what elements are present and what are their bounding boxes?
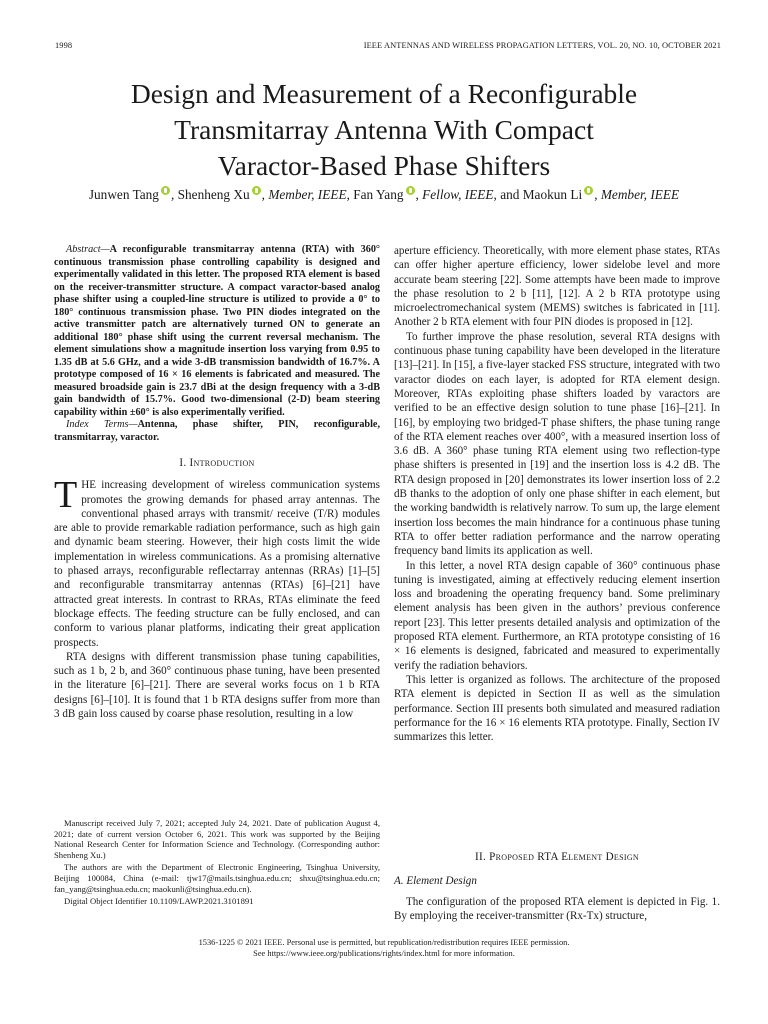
right-column <box>394 244 720 744</box>
body-paragraph: The configuration of the proposed RTA element is depicted in Fig. 1. By employing the receiver-transmitter (Rx-Tx) structure, <box>394 895 720 922</box>
orcid-icon[interactable] <box>252 186 261 195</box>
abstract-label: Abstract— <box>66 244 110 255</box>
footnote: Manuscript received July 7, 2021; accepted July 24, 2021. Date of publication August 4, 2021; date of current version October 6, 2021. This work was supported by the Beijing National Research Center for Information Science and Technology. (Corresponding author: Shenheng Xu.) <box>54 818 380 860</box>
author-name: Junwen Tang <box>88 187 159 202</box>
section-heading: I. Introduction <box>179 457 255 469</box>
intro-paragraph: RTA designs with different transmission phase tuning capabilities, such as 1 b, 2 b, and 360° continuous phase tuning, have been presented in the literature [6]–[21]. There are several works focus on 1 b RTA designs [6]–[10]. It is found that 1 b RTA designs suffer from more than 3 dB gain loss caused by coarse phase resolution, resulting in a low <box>54 650 380 721</box>
title-line-1: Design and Measurement of a Reconfigurable <box>130 78 638 109</box>
rights-link[interactable]: See https://www.ieee.org/publications/rights/index.html for more information. <box>253 948 515 958</box>
author-name: Shenheng Xu <box>177 187 250 202</box>
orcid-icon[interactable] <box>161 186 170 195</box>
title-line-3: Varactor-Based Phase Shifters <box>217 150 551 181</box>
author-name: and Maokun Li <box>500 187 583 202</box>
footnote: The authors are with the Department of Electronic Engineering, Tsinghua University, Beijing 100084, China (e-mail: tjw17@mails.tsinghua.edu.cn; shxu@tsinghua.edu.cn; fan_yang@tsinghua.edu.cn; maokunli@tsinghua.edu.cn). <box>54 862 380 894</box>
footnote: Digital Object Identifier 10.1109/LAWP.2021.3101891 <box>64 896 254 907</box>
author-role: Member, IEEE <box>600 187 680 202</box>
running-head <box>55 41 721 55</box>
section-heading: II. Proposed RTA Element Design <box>475 851 639 863</box>
abstract-text: A reconfigurable transmitarray antenna (RTA) with 360° continuous transmission phase controlling capability is designed and experimentally validated in this letter. The proposed RTA element is based on the receiver-transmitter structure. A compact varactor-based analog phase shifter using a coupled-line structure is utilized to provide a 0° to 180° continuous transmission phase. Two PIN diodes integrated on the active transmitter patch are alternatively turned ON to generate an additional 180° phase shift using the current reversal mechanism. The element simulations show a magnitude insertion loss varying from 0.95 to 1.35 dB at 5.6 GHz, and a wide 3-dB transmission bandwidth of 16.7%. A prototype composed of 16 × 16 elements is fabricated and measured. The measured broadside gain is 23.7 dBi at the design frequency with a 3-dB gain bandwidth of 15.7%. Good two-dimensional (2-D) beam steering capability within ±60° is also experimentally verified. <box>54 244 380 418</box>
footnotes <box>54 818 380 909</box>
intro-paragraph: THE increasing development of wireless communication systems promotes the growing demands for phased array antennas. The conventional phased arrays with transmit/ receive (T/R) modules are able to provide remarkable radiation performance, such as high gain and dynamic beam steering. However, their high costs limit the wide implementation in wireless communications. As a promising alternative to phased arrays, reconfigurable reflectarray antennas (RRAs) [1]–[5] and reconfigurable transmitarray antennas (RTAs) [6]–[21] have attracted great interests. In contrast to RRAs, RTAs eliminate the feed blockage effects. The feeding structure can be fully enclosed, and can conform to various planar platforms, indicating their great application prospects. <box>54 474 380 649</box>
body-paragraph: This letter is organized as follows. The architecture of the proposed RTA element is depicted in Section II as well as the simulation performance. Section III presents both simulated and measured radiation performance for the 16 × 16 elements RTA prototype. Finally, Section IV summarizes this letter. <box>394 673 720 744</box>
paper-title <box>60 76 708 184</box>
page-number: 1998 <box>55 41 73 50</box>
body-paragraph: To further improve the phase resolution, several RTA designs with continuous phase tuning capability have been developed in the literature [13]–[21]. In [15], a five-layer stacked FSS structure, integrated with two varactor diodes on each layer, is adopted for RTA element design. Moreover, RTAs exploiting phase shifters loaded by varactors are verified to be an effective design solution to tune phase [16]–[21]. In [16], by employing two bridged-T phase shifters, the phase tuning range of the RTA element reaches over 400°, with a measured insertion loss of 3.6 dB. A 360° phase tuning RTA element using two reflection-type phase shifters is presented in [19] and the insertion loss is 4.2 dB. The RTA design proposed in [20] demonstrates its lower insertion loss of 2.2 dB thanks to the adoption of only one phase shifter in each element, but the working bandwidth is relatively narrow. To sum up, the large element insertion loss becomes the main hindrance for a continuous phase tuning RTA to offer better radiation performance and the narrow operating frequency band limits its application as well. <box>394 330 720 558</box>
title-line-2: Transmitarray Antenna With Compact <box>174 114 594 145</box>
left-column <box>54 244 380 721</box>
subsection-heading: A. Element Design <box>394 875 477 888</box>
copyright-line: 1536-1225 © 2021 IEEE. Personal use is permitted, but republication/redistribution requires IEEE permission. <box>198 938 570 947</box>
author-list: Junwen Tang , Shenheng Xu , Member, IEEE, Fan Yang , Fellow, IEEE, and Maokun Li , Member, IEEE <box>88 187 680 202</box>
body-paragraph: In this letter, a novel RTA design capable of 360° continuous phase tuning is investigated, aiming at effectively reducing element insertion loss and broadening the operating frequency band. Some preliminary element analysis has been given in the authors’ previous conference report [23]. This letter presents detailed analysis and optimization of the proposed RTA element. Furthermore, an RTA prototype consisting of 16 × 16 elements is designed, fabricated and measured to experimentally verify the radiation behaviors. <box>394 559 720 672</box>
abstract <box>54 244 380 419</box>
orcid-icon[interactable] <box>406 186 415 195</box>
body-paragraph: aperture efficiency. Theoretically, with more element phase states, RTAs can offer higher aperture efficiency, lower sidelobe level and more accurate beam steering [22]. Some attempts have been made to improve the phase resolution to 2 b [11], [12]. A 2 b RTA prototype using microelectromechanical system (MEMS) switches is fabricated in [11]. Another 2 b RTA element with four PIN diodes is proposed in [12]. <box>394 245 720 329</box>
index-terms-label: Index Terms— <box>66 419 138 430</box>
index-terms-text: Antenna, phase shifter, PIN, reconfigurable, transmitarray, varactor. <box>54 419 380 443</box>
section-2 <box>394 850 720 923</box>
author-name: Fan Yang <box>353 187 404 202</box>
copyright-footer <box>60 938 708 960</box>
journal-header: IEEE ANTENNAS AND WIRELESS PROPAGATION LETTERS, VOL. 20, NO. 10, OCTOBER 2021 <box>363 41 721 50</box>
index-terms <box>54 419 380 444</box>
author-role: Fellow, IEEE <box>422 187 494 202</box>
drop-cap: T <box>54 474 78 517</box>
author-role: Member, IEEE <box>268 187 347 202</box>
orcid-icon[interactable] <box>584 186 593 195</box>
